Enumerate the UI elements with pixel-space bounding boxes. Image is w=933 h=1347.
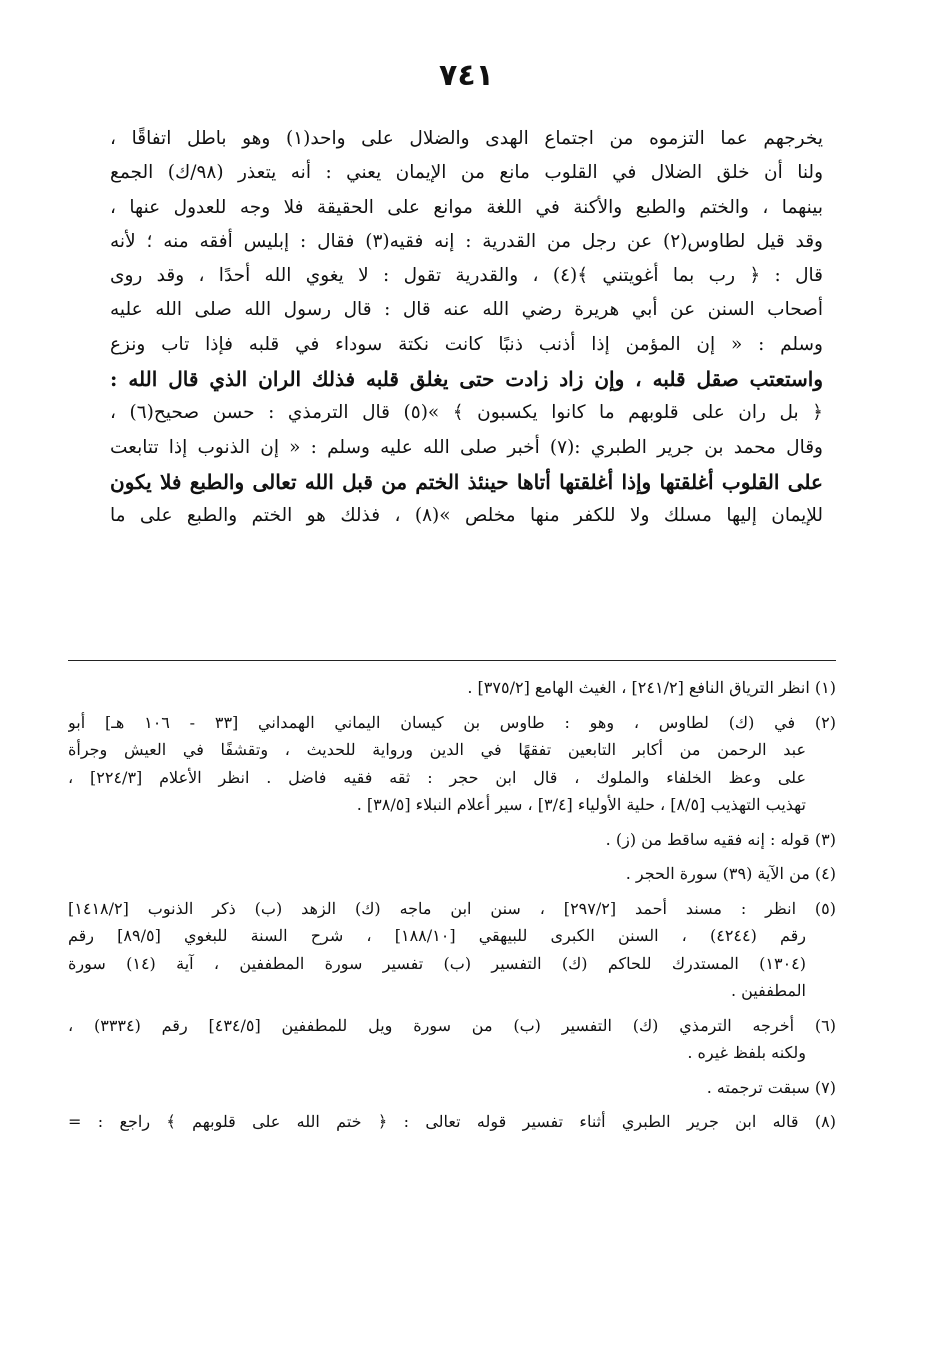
body-line: على القلوب أغلقتها وإذا أغلقتها أتاها حينئذ الختم من قبل الله تعالى والطبع فلا يكون	[110, 469, 823, 494]
footnote-5	[68, 895, 836, 1005]
footnote-line: (٣) قوله : إنه فقيه ساقط من (ز) .	[605, 829, 836, 849]
body-line: وسلم : « إن المؤمن إذا أذنب ذنبًا كانت نكتة سوداء في قلبه فإذا تاب ونزع	[110, 333, 823, 355]
footnote-line: ولكنه بلفظ غيره .	[687, 1043, 806, 1062]
footnote-line: المطففين .	[730, 981, 806, 1000]
footnote-2	[68, 709, 836, 819]
main-text	[110, 122, 823, 534]
footnote-line: رقم (٤٢٤٤) ، السنن الكبرى للبيهقي [١٨٨/١٠] ، شرح السنة للبغوي [٨٩/٥] رقم	[68, 926, 806, 945]
footnote-6	[68, 1012, 836, 1067]
body-line: ﴿ بل ران على قلوبهم ما كانوا يكسبون ﴾ »(٥) قال الترمذي : حسن صحيح(٦) ،	[110, 402, 823, 424]
footnote-7	[68, 1074, 836, 1102]
footnote-line: على وعظ الخلفاء والملوك ، قال ابن حجر : ثقه فقيه فاضل . انظر الأعلام [٢٢٤/٣] ،	[68, 767, 806, 787]
footnote-3	[68, 826, 836, 854]
footnote-line: تهذيب التهذيب [٨/٥] ، حلية الأولياء [٣/٤] ، سير أعلام النبلاء [٣٨/٥] .	[356, 795, 806, 814]
footnote-line: (٧) سبقت ترجمته .	[706, 1077, 836, 1097]
footnote-line: (١) انظر الترياق النافع [٢٤١/٢] ، الغيث الهامع [٣٧٥/٢] .	[467, 678, 836, 697]
footnote-line: (١٣٠٤) المستدرك للحاكم (ك) التفسير (ب) تفسير سورة المطففين ، آية (١٤) سورة	[68, 953, 807, 973]
footnote-line: (٥) انظر : مسند أحمد [٢٩٧/٢] ، سنن ابن ماجه (ك) الزهد (ب) ذكر الذنوب [١٤١٨/٢]	[68, 898, 836, 918]
footnote-4	[68, 860, 836, 888]
body-line: بينهما ، والختم والطبع والأكنة في اللغة موانع على الحقيقة فلا وجه للعدول عنها ،	[110, 196, 823, 218]
body-line: قال : ﴿ رب بما أغويتني ﴾(٤) ، والقدرية تقول : لا يغوي الله أحدًا ، وقد روى	[110, 265, 823, 287]
body-line: للإيمان إليها مسلك ولا للكفر منها مخلص »(٨) ، فذلك هو الختم والطبع على ما	[110, 505, 823, 527]
footnote-line: (٤) من الآية (٣٩) سورة الحجر .	[625, 864, 836, 883]
body-line: يخرجهم عما التزموه من اجتماع الهدى والضلال على واحد(١) وهو باطل اتفاقًا ،	[110, 128, 823, 149]
footnote-line: (٦) أخرجه الترمذي (ك) التفسير (ب) من سورة ويل للمطففين [٤٣٤/٥] رقم (٣٣٣٤) ،	[68, 1015, 836, 1035]
body-line: ولنا أن خلق الضلال في القلوب مانع من الإيمان يعني : أنه يتعذر (٩٨/ك) الجمع	[110, 162, 823, 184]
body-line: واستعتب صقل قلبه ، وإن زاد زادت حتى يغلق قلبه فذلك الران الذي قال الله :	[110, 367, 823, 392]
footnote-line: (٨) قاله ابن جرير الطبري أثناء تفسير قوله تعالى : ﴿ ختم الله على قلوبهم ﴾ راجع : =	[68, 1112, 836, 1131]
footnote-1	[68, 674, 836, 702]
page-number: ٧٤١	[439, 58, 494, 93]
footnote-line: (٢) في (ك) لطاوس ، وهو : طاوس بن كيسان اليماني الهمداني [٣٣ - ١٠٦ هـ] أبو	[68, 712, 836, 732]
body-line: وقال محمد بن جرير الطبري :(٧) أخبر صلى الله عليه وسلم : « إن الذنوب إذا تتابعت	[110, 436, 823, 458]
footnotes	[68, 674, 836, 1143]
footnote-8	[68, 1108, 836, 1136]
body-line: أصحاب السنن عن أبي هريرة رضي الله عنه قال : قال رسول الله صلى الله عليه	[110, 299, 823, 321]
footnote-line: عبد الرحمن من أكابر التابعين تفقهًا في الدين ورواية للحديث ، وتقشفًا في العيش وجرأة	[68, 740, 806, 759]
body-line: وقد قيل لطاوس(٢) عن رجل من القدرية : إنه فقيه(٣) فقال : إبليس أفقه منه ؛ لأنه	[110, 230, 823, 252]
footnote-separator	[68, 660, 836, 661]
